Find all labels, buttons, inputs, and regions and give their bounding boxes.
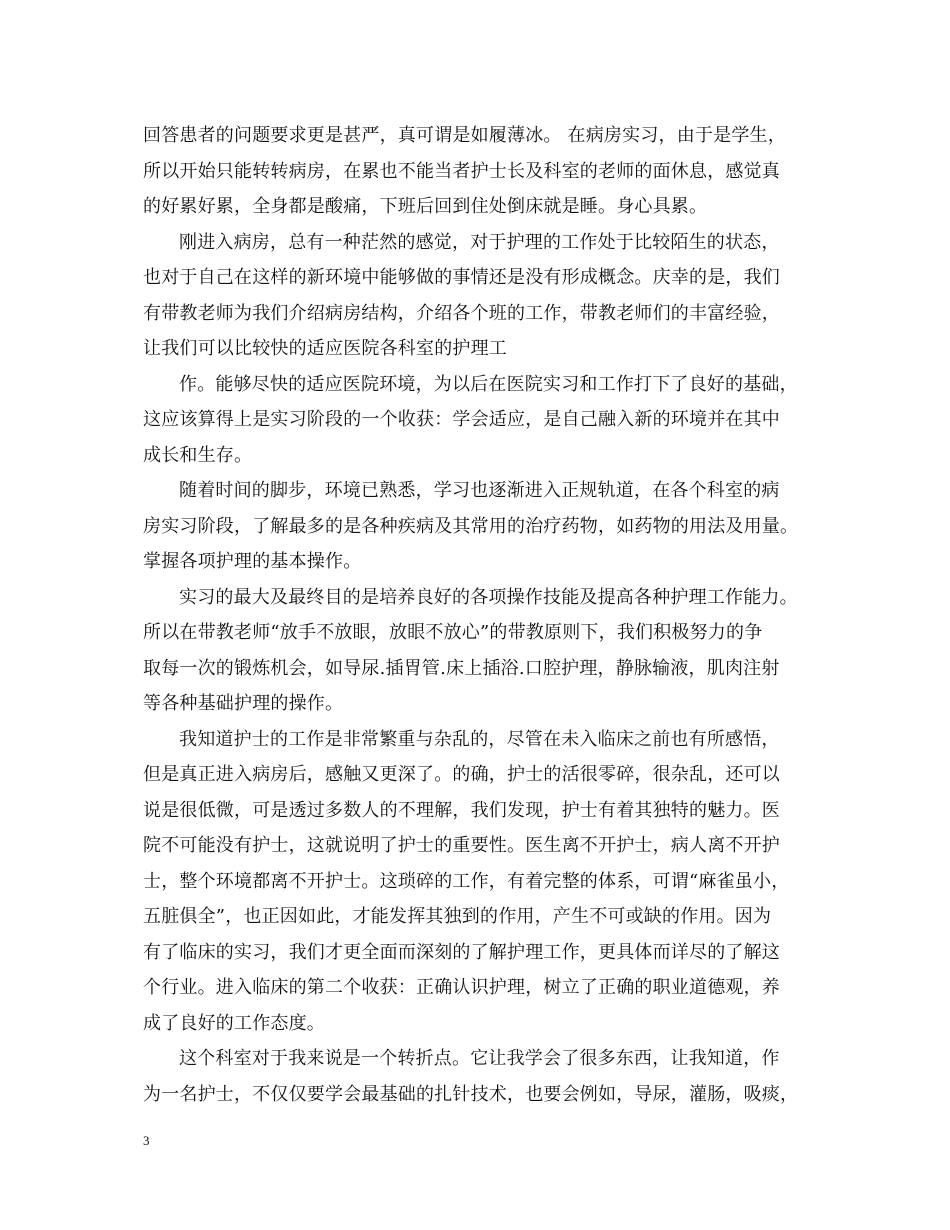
text-line: 有了临床的实习，我们才更全面而深刻的了解护理工作，更具体而详尽的了解这 — [143, 941, 780, 963]
text-line: 随着时间的脚步，环境已熟悉，学习也逐渐进入正规轨道，在各个科室的病 — [179, 480, 780, 501]
text-line: 所以开始只能转转病房，在累也不能当者护士长及科室的老师的面休息，感觉真 — [143, 160, 780, 182]
text-line: 实习的最大及最终目的是培养良好的各项操作技能及提高各种护理工作能力。 — [179, 586, 798, 608]
text-line: 让我们可以比较快的适应医院各科室的护理工 — [143, 338, 507, 359]
text-line: 成了良好的工作态度。 — [143, 1012, 325, 1034]
text-line: 院不可能没有护士，这就说明了护士的重要性。医生离不开护士，病人离不开护 — [143, 835, 780, 856]
text-line: 作。能够尽快的适应医院环境，为以后在医院实习和工作打下了良好的基础， — [179, 373, 798, 395]
body-text — [143, 118, 823, 1112]
text-line: 个行业。进入临床的第二个收获：正确认识护理，树立了正确的职业道德观，养 — [143, 977, 780, 998]
text-line: 为一名护士，不仅仅要学会最基础的扎针技术，也要会例如，导尿，灌肠，吸痰， — [143, 1083, 799, 1105]
text-line: 成长和生存。 — [143, 444, 253, 466]
text-line: 等各种基础护理的操作。 — [143, 693, 344, 714]
text-line: 也对于自己在这样的新环境中能够做的事情还是没有形成概念。庆幸的是，我们 — [143, 267, 780, 288]
text-line: 五脏俱全”，也正因如此，才能发挥其独到的作用，产生不可或缺的作用。因为 — [143, 906, 772, 927]
text-line: 但是真正进入病房后，感触又更深了。的确，护士的活很零碎，很杂乱，还可以 — [143, 764, 780, 785]
page-number: 3 — [143, 1133, 150, 1148]
text-line: 房实习阶段，了解最多的是各种疾病及其常用的治疗药物，如药物的用法及用量。 — [143, 515, 799, 537]
text-line: 所以在带教老师“放手不放眼，放眼不放心”的带教原则下，我们积极努力的争 — [143, 622, 763, 643]
text-line: 我知道护士的工作是非常繁重与杂乱的，尽管在未入临床之前也有所感悟， — [179, 728, 780, 750]
text-line: 说是很低微，可是透过多数人的不理解，我们发现，护士有着其独特的魅力。医 — [143, 799, 780, 821]
text-line: 士，整个环境都离不开护士。这琐碎的工作，有着完整的体系，可谓“麻雀虽小， — [143, 870, 790, 892]
text-line: 有带教老师为我们介绍病房结构，介绍各个班的工作，带教老师们的丰富经验， — [143, 302, 780, 324]
text-line: 这个科室对于我来说是一个转折点。它让我学会了很多东西，让我知道，作 — [179, 1048, 780, 1069]
text-line: 取每一次的锻炼机会，如导尿.插胃管.床上插浴.口腔护理，静脉输液，肌肉注射 — [143, 657, 780, 679]
text-line: 这应该算得上是实习阶段的一个收获：学会适应，是自己融入新的环境并在其中 — [143, 409, 780, 430]
text-line: 刚进入病房，总有一种茫然的感觉，对于护理的工作处于比较陌生的状态， — [179, 231, 780, 253]
text-line: 回答患者的问题要求更是甚严，真可谓是如履薄冰。 在病房实习，由于是学生， — [143, 125, 786, 146]
text-line: 的好累好累，全身都是酸痛，下班后回到住处倒床就是睡。身心具累。 — [143, 196, 708, 217]
text-line: 掌握各项护理的基本操作。 — [143, 551, 362, 572]
